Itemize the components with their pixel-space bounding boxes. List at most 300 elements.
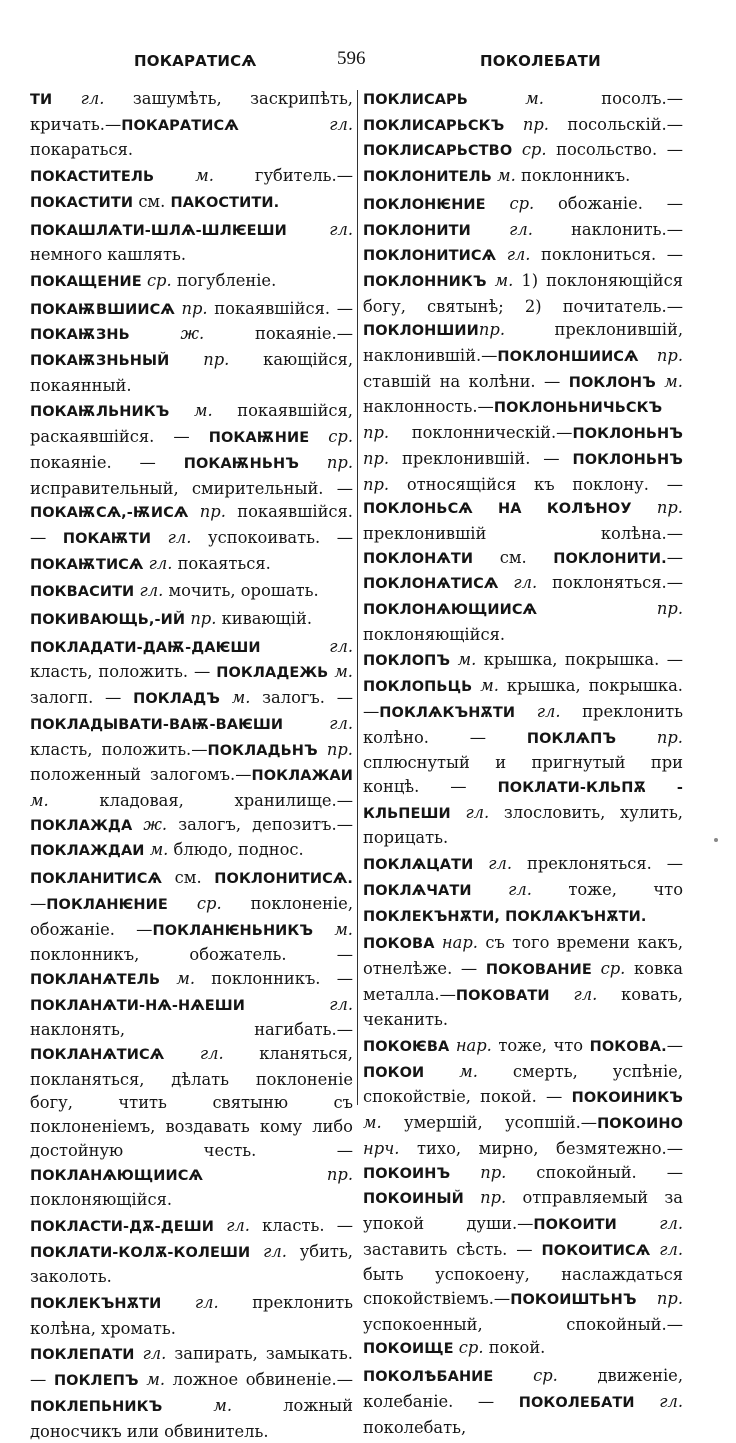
definition-text (168, 894, 197, 913)
definition-text: убить, заколоть. (30, 1241, 353, 1287)
headword: ПОКЛОПЬЦЬ (363, 679, 473, 696)
headword: ПОКЛѦПЪ (526, 730, 617, 747)
headword: ПОКЛАНѦТИСѦ (30, 1047, 165, 1064)
headword: ПОКЛОНѦТИСѦ (363, 576, 499, 593)
headword: ПОКЛАНѦЮЩИИСѦ (30, 1167, 203, 1184)
left-running-headword: ПОКАРАТИСѦ (134, 52, 257, 70)
definition-text (132, 815, 143, 834)
headword: ТИ (30, 92, 53, 108)
definition-text (424, 1062, 459, 1081)
grammar-label: гл. (199, 1044, 224, 1064)
headword: ПОКЛОНШИИ (363, 323, 479, 340)
grammar-label: нар. (455, 1036, 492, 1056)
definition-text (169, 350, 203, 369)
definition-text (635, 1392, 660, 1411)
headword: ПОКЛАНѦТИ-НѦ-НѦЕШИ (30, 997, 245, 1014)
definition-text (188, 502, 199, 521)
grammar-label: пр. (522, 114, 549, 134)
grammar-label: м. (146, 1370, 166, 1390)
grammar-label: пр. (326, 452, 353, 472)
grammar-label: пр. (656, 599, 683, 619)
grammar-label: гл. (329, 994, 353, 1014)
headword: ПОКЛОНИТИ. (553, 550, 667, 567)
definition-text (504, 115, 522, 134)
grammar-label: гл. (536, 701, 561, 721)
definition-text: ставшій на колѣни. — (363, 371, 569, 391)
definition-text: тоже, что (531, 879, 683, 899)
grammar-label: гл. (509, 219, 533, 239)
grammar-label: гл. (513, 573, 538, 593)
right-column (363, 87, 683, 1439)
headword: ПОКЛИСАРЬСКЪ (363, 117, 505, 134)
grammar-label: ср. (146, 270, 172, 290)
definition-text (151, 528, 168, 547)
definition-text: исправительный, смирительный. — (30, 478, 353, 498)
headword: ПОКИВАЮЩЬ,-ИЙ (30, 612, 186, 629)
headword: ПОКЛѦКЪНѪТИ (379, 704, 516, 721)
dictionary-entry (30, 399, 353, 577)
grammar-label: гл. (263, 1241, 287, 1261)
definition-text (650, 1240, 659, 1259)
definition-text (139, 1370, 147, 1389)
grammar-label: гл. (148, 553, 173, 573)
headword: ПОКОИНО (597, 1116, 683, 1133)
definition-text: поклонническій.— (389, 423, 573, 443)
grammar-label: м. (231, 688, 251, 708)
grammar-label: м. (664, 371, 683, 391)
headword: ПОКАСТИТИ (30, 194, 134, 211)
definition-text (313, 920, 334, 939)
grammar-label: пр. (478, 320, 505, 340)
definition-text: посолъ.— (543, 89, 683, 108)
definition-text: крышка, покрышка. — (476, 650, 683, 670)
grammar-label: пр. (199, 502, 226, 522)
grammar-label: м. (480, 676, 499, 696)
headword: ПОКЛОНЬНИЧЬСКЪ (493, 400, 663, 417)
headword: ПОКАРАТИСѦ (121, 117, 239, 134)
definition-text: посольство. — (546, 140, 683, 160)
headword: ПОКОВАНИЕ (485, 961, 592, 978)
definition-text: смерть, успѣніе, спокойствіе, покой. — (363, 1061, 683, 1107)
definition-text: наклонять, нагибать.— (30, 1020, 353, 1040)
definition-text: покаяніе. — (30, 452, 184, 472)
headword: ПОКЛАДЕЖЬ (216, 665, 329, 682)
headword: ПОКОИНЪ (363, 1165, 451, 1182)
definition-text: покаявшійся. — (30, 502, 353, 547)
grammar-label: гл. (226, 1215, 250, 1235)
definition-text (550, 985, 574, 1004)
definition-text: запирать, замыкать.— (30, 1344, 353, 1390)
headword: ПОКОИШТЬНЪ (510, 1292, 637, 1309)
headword: ПОКОВА. (589, 1039, 667, 1056)
headword: ПОКАѬТИСѦ (30, 556, 144, 573)
grammar-label: ср. (509, 193, 535, 213)
headword: ПОКЛАТИ-КОЛѪ-КОЛЕШИ (30, 1244, 251, 1261)
headword: ПОКОВАТИ (455, 987, 550, 1004)
dictionary-entry (30, 1214, 353, 1289)
headword: ПОКОВА (363, 936, 435, 953)
definition-text: ковка металла.— (363, 958, 683, 1004)
grammar-label: ср. (196, 893, 222, 913)
definition-text: — (666, 547, 683, 567)
grammar-label: пр. (656, 1289, 683, 1309)
grammar-label: м. (494, 270, 514, 290)
headword: ПОКЛАНѦТЕЛЬ (30, 971, 161, 988)
definition-text (162, 1396, 213, 1415)
definition-text (468, 89, 525, 108)
definition-text: движеніе, колебаніе. — (363, 1366, 683, 1411)
grammar-label: м. (30, 790, 49, 810)
grammar-label: ж. (143, 814, 168, 834)
definition-text (261, 637, 330, 656)
definition-text: 1) поклоняющійся богу, святынѣ; 2) почитатель.— (363, 270, 683, 316)
dictionary-entry (30, 1342, 353, 1443)
definition-text: поклоненіе, обожаніе. — (30, 893, 353, 939)
headword: ПОКВАСИТИ (30, 584, 135, 601)
grammar-label: ср. (600, 958, 626, 978)
dictionary-entry (30, 579, 353, 605)
definition-text: ковать, чеканить. (363, 984, 683, 1030)
definition-text: умершій, усопшій.— (381, 1113, 598, 1133)
definition-text (496, 245, 507, 264)
grammar-label: м. (334, 919, 353, 939)
definition-text: класть, положить.— (30, 739, 208, 759)
definition-text: преклонить колѣна, хромать. (30, 1293, 353, 1338)
definition-text (486, 194, 510, 213)
definition-text (450, 1163, 480, 1182)
headword: ПОКЛОНИТЕЛЬ (363, 169, 492, 186)
headword: ПОКАѬСѦ,-ѬИСѦ (30, 505, 189, 522)
headword: ПОКЛОНЬНЪ (572, 451, 683, 468)
headword: ПОКОИТИ (533, 1216, 617, 1233)
dictionary-entry (30, 164, 353, 215)
definition-text: залогъ. — (250, 688, 353, 708)
definition-text: губитель.— (213, 166, 353, 186)
headword: ПОКАѬНИЕ (208, 430, 310, 447)
grammar-label: пр. (190, 609, 217, 629)
right-running-headword: ПОКОЛЕБАТИ (480, 52, 601, 70)
dictionary-entry (30, 866, 353, 1212)
definition-text: успокоенный, спокойный.— (363, 1314, 683, 1334)
headword: ПОКЛОНЬСѦ НА КОЛѢНОУ (363, 501, 632, 518)
headword: ПОКОИТИСѦ (541, 1242, 651, 1259)
definition-text: поклониться. — (530, 245, 683, 265)
definition-text: класть. — (249, 1215, 353, 1235)
headword: ПОКЛАДАТИ-ДАѬ-ДАѤШИ (30, 639, 261, 656)
definition-text: обожаніе. — (534, 193, 683, 213)
headword: ПОКЛЕПАТИ (30, 1347, 135, 1364)
definition-text: поколебать, (363, 1417, 467, 1437)
headword: ПОКАѬТИ (62, 530, 152, 547)
definition-text: спокойный. — (506, 1162, 683, 1182)
grammar-label: пр. (363, 423, 390, 443)
headword: ПОКЛАЖАИ (251, 768, 353, 785)
definition-text: преклонившій, наклонившій.— (363, 320, 683, 366)
definition-text: — (30, 893, 47, 913)
headword: ПОКЛОНИТИСѦ. (214, 871, 353, 888)
definition-text: преклонившій колѣна.— (363, 523, 683, 543)
grammar-label: пр. (656, 346, 683, 366)
page-header (0, 46, 736, 76)
definition-text (220, 688, 232, 707)
definition-text: тихо, мирно, безмятежно.— (399, 1138, 683, 1158)
grammar-label: гл. (506, 245, 531, 265)
grammar-label: пр. (203, 350, 230, 370)
definition-text (498, 573, 513, 592)
headword: ПОКЛОННИКЪ (363, 273, 487, 290)
grammar-label: гл. (329, 636, 353, 656)
grammar-label: гл. (488, 854, 513, 874)
definition-text (52, 89, 80, 108)
definition-text: преклонить колѣно. — (363, 701, 683, 747)
definition-text: — (666, 1036, 683, 1056)
grammar-label: пр. (363, 474, 390, 494)
definition-text: кладовая, хранилище.— (48, 790, 353, 810)
definition-text (239, 115, 330, 134)
headword: ПОКЛАТИ-КЛЬПѪ - КЛЬПЕШИ (363, 779, 683, 822)
grammar-label: гл. (465, 802, 490, 822)
definition-text: блюдо, поднос. (168, 840, 304, 860)
grammar-label: м. (193, 401, 213, 421)
definition-text: поклонникъ. — (195, 968, 353, 988)
grammar-label: ж. (180, 324, 205, 344)
headword: ПОКОИ (363, 1064, 425, 1081)
definition-text: преклонившій. — (389, 448, 573, 468)
definition-text: поклоняющійся. (363, 624, 506, 644)
headword: ПОКОѤВА (363, 1039, 450, 1056)
headword: ПОКЛОНИТИСѦ (363, 248, 497, 265)
definition-text (175, 299, 182, 318)
grammar-label: м. (363, 1113, 382, 1133)
headword: ПОКАѬЗНЬ (30, 327, 130, 344)
grammar-label: пр. (656, 727, 683, 747)
definition-text: преклоняться. — (512, 854, 683, 874)
headword: ПОКЛОПЪ (363, 653, 451, 670)
definition-text (451, 803, 466, 822)
definition-text: кивающій. (216, 609, 313, 629)
definition-text (487, 271, 495, 290)
definition-text: покой. (483, 1338, 546, 1358)
headword: ПОКОИНЫЙ (363, 1191, 464, 1208)
dictionary-entry (30, 269, 353, 295)
definition-text: наклонность.— (363, 397, 494, 417)
dictionary-entry (30, 1291, 353, 1340)
headword: ПОКЛЕКЪНѪТИ, ПОКЛѦКЪНѪТИ. (363, 908, 647, 925)
grammar-label: м. (195, 166, 214, 186)
headword: ПОКЛЕПЬНИКЪ (30, 1398, 163, 1415)
headword: ПОКАШЛѦТИ-ШЛѦ-ШЛѤЕШИ (30, 222, 287, 239)
grammar-label: ср. (458, 1338, 484, 1358)
headword: ПОКЛОНѤНИЕ (363, 196, 486, 213)
headword: ПОКОИНИКЪ (571, 1090, 683, 1107)
headword: ПОКЛАНѤНИЕ (46, 896, 168, 913)
definition-text (464, 1188, 480, 1207)
definition-text (318, 740, 327, 759)
headword: ПОКЛАНѤНЬНИКЪ (152, 922, 314, 939)
dictionary-entry (30, 87, 353, 162)
definition-text (515, 702, 537, 721)
grammar-label: гл. (659, 1391, 683, 1411)
definition-text: покараться. (30, 140, 134, 160)
dictionary-entry (363, 852, 683, 929)
grammar-label: гл. (329, 713, 353, 733)
definition-text (632, 498, 657, 517)
left-column (30, 87, 353, 1443)
column-divider (357, 90, 358, 1105)
definition-text (616, 728, 657, 747)
grammar-label: пр. (181, 298, 208, 318)
grammar-label: гл. (659, 1239, 683, 1259)
grammar-label: гл. (659, 1213, 683, 1233)
headword: ПОКЛАСТИ-ДѪ-ДЕШИ (30, 1218, 214, 1235)
definition-text: класть, положить. — (30, 662, 217, 682)
definition-text (135, 1344, 143, 1363)
grammar-label: м. (459, 1061, 478, 1081)
definition-text: сплюснутый и пригнутый при концѣ. — (363, 753, 683, 796)
definition-text: ложное обвиненіе.— (165, 1370, 353, 1390)
grammar-label: пр. (480, 1188, 507, 1208)
headword: ПОКЛОНѦЮЩИИСѦ (363, 602, 538, 619)
grammar-label: м. (176, 968, 196, 988)
definition-text: кающійся, покаянный. (30, 350, 353, 395)
headword: ПОКЛАЖДАИ (30, 843, 145, 860)
definition-text (639, 346, 657, 365)
dictionary-entry (363, 931, 683, 1032)
dictionary-entry (363, 87, 683, 190)
dictionary-entry (30, 297, 353, 398)
definition-text: покаяніе.— (204, 324, 353, 344)
definition-text (309, 427, 328, 446)
headword: ПОКОЛЕБАТИ (518, 1394, 635, 1411)
definition-text (493, 1366, 533, 1385)
grammar-label: ср. (533, 1366, 558, 1386)
headword: ПОКЛЕПЪ (53, 1373, 139, 1390)
definition-text: залогп. — (30, 688, 134, 708)
definition-text: посольскій.— (548, 114, 683, 134)
headword: ПОКЛАНИТИСѦ (30, 871, 163, 888)
definition-text: немного кашлять. (30, 245, 186, 265)
dictionary-entry (30, 607, 353, 633)
definition-text (214, 1216, 226, 1235)
grammar-label: пр. (326, 1164, 353, 1184)
headword: ПОКЛОНЪ (568, 374, 656, 391)
headword: ПОКЛОНѦТИ (363, 550, 474, 567)
dictionary-entry (363, 192, 683, 647)
grammar-label: гл. (167, 527, 192, 547)
definition-text (245, 995, 329, 1014)
grammar-label: пр. (480, 1162, 507, 1182)
definition-text: зашумѣть, заскрипѣть, кричать.— (30, 89, 353, 134)
definition-text: см. (133, 191, 171, 211)
definition-text (169, 401, 194, 420)
grammar-label: пр. (363, 448, 390, 468)
definition-text: быть успокоену, наслаждаться спокойствіемъ.— (363, 1265, 683, 1309)
definition-text: залогъ, депозитъ.— (167, 814, 353, 834)
definition-text (471, 220, 509, 239)
grammar-label: м. (457, 650, 477, 670)
definition-text (637, 1289, 657, 1308)
headword: ПОКЛОНШИИСѦ (497, 349, 639, 366)
definition-text (287, 220, 329, 239)
dictionary-entry (30, 635, 353, 864)
definition-text: покаявшійся, раскаявшійся. — (30, 401, 353, 447)
grammar-label: м. (334, 662, 353, 682)
grammar-label: гл. (573, 984, 598, 1004)
headword: ПАКОСТИТИ. (170, 194, 280, 211)
definition-text: покаяться. (172, 553, 271, 573)
headword: ПОКЛИСАРЬ (363, 92, 468, 108)
headword: ПОКАѬЗНЬНЫЙ (30, 353, 170, 370)
grammar-label: ср. (521, 140, 547, 160)
grammar-label: гл. (329, 219, 353, 239)
definition-text (161, 1293, 195, 1312)
definition-text: отправляемый за упокой души.— (363, 1188, 683, 1233)
headword: ПОКЛѦЧАТИ (363, 882, 472, 899)
definition-text: ложный доносчикъ или обвинитель. (30, 1395, 353, 1441)
grammar-label: гл. (329, 114, 353, 134)
definition-text: погубленіе. (171, 270, 277, 290)
headword: ПОКЛОНЬНЪ (572, 426, 683, 443)
definition-text: кланяться, покланяться, дѣлать поклоненіе богу, чтить святыню съ поклоненіемъ, воздавать кому либо достойную честь. — (30, 1044, 353, 1160)
definition-text (450, 650, 457, 669)
definition-text: наклонить.— (532, 219, 683, 239)
definition-text: крышка, покрышка. — (363, 676, 683, 721)
headword: ПОКАѬЛЬНИКЪ (30, 404, 170, 421)
definition-text (537, 599, 657, 618)
definition-text: заставить сѣсть. — (363, 1239, 542, 1259)
definition-text (592, 959, 601, 978)
grammar-label: нар. (441, 933, 478, 953)
definition-text (130, 324, 181, 343)
headword: ПОКЛАДЫВАТИ-ВАѬ-ВАѤШИ (30, 716, 284, 733)
grammar-label: м. (213, 1395, 233, 1415)
headword: ПОКАѬВШИИСѦ (30, 301, 175, 318)
definition-text: относящійся къ поклону. — (389, 474, 683, 494)
definition-text (203, 1165, 327, 1184)
definition-text (250, 1242, 263, 1261)
headword: ПОКАСТИТЕЛЬ (30, 169, 155, 186)
headword: ПОКЛАДЬНЪ (207, 742, 318, 759)
definition-text (472, 880, 508, 899)
definition-text: поклоняющійся. (30, 1190, 173, 1210)
headword: ПОКОЛѢБАНИЕ (363, 1369, 494, 1386)
grammar-label: гл. (139, 581, 164, 601)
margin-speck (714, 838, 718, 842)
definition-text (164, 1044, 200, 1063)
definition-text (473, 854, 488, 873)
definition-text (154, 166, 195, 185)
definition-text: мочить, орошать. (163, 581, 319, 601)
grammar-label: ср. (328, 427, 353, 447)
definition-text: успокоивать. — (191, 527, 353, 547)
grammar-label: гл. (194, 1293, 219, 1313)
grammar-label: м. (149, 840, 169, 860)
headword: ПОКЛѦЦАТИ (363, 857, 474, 874)
definition-text (617, 1214, 659, 1233)
headword: ПОКЛАЖДА (30, 817, 133, 834)
headword: ПОКЛАДЪ (133, 691, 220, 708)
definition-text (160, 969, 176, 988)
grammar-label: нрч. (363, 1138, 400, 1158)
grammar-label: м. (525, 89, 544, 108)
dictionary-entry (30, 218, 353, 267)
dictionary-entry (363, 1364, 683, 1439)
headword: ПОКАѬНЬНЪ (183, 455, 300, 472)
grammar-label: гл. (508, 879, 532, 899)
grammar-label: пр. (326, 739, 353, 759)
headword: ПОКАЩЕНИЕ (30, 273, 142, 290)
definition-text: см. (162, 868, 215, 888)
